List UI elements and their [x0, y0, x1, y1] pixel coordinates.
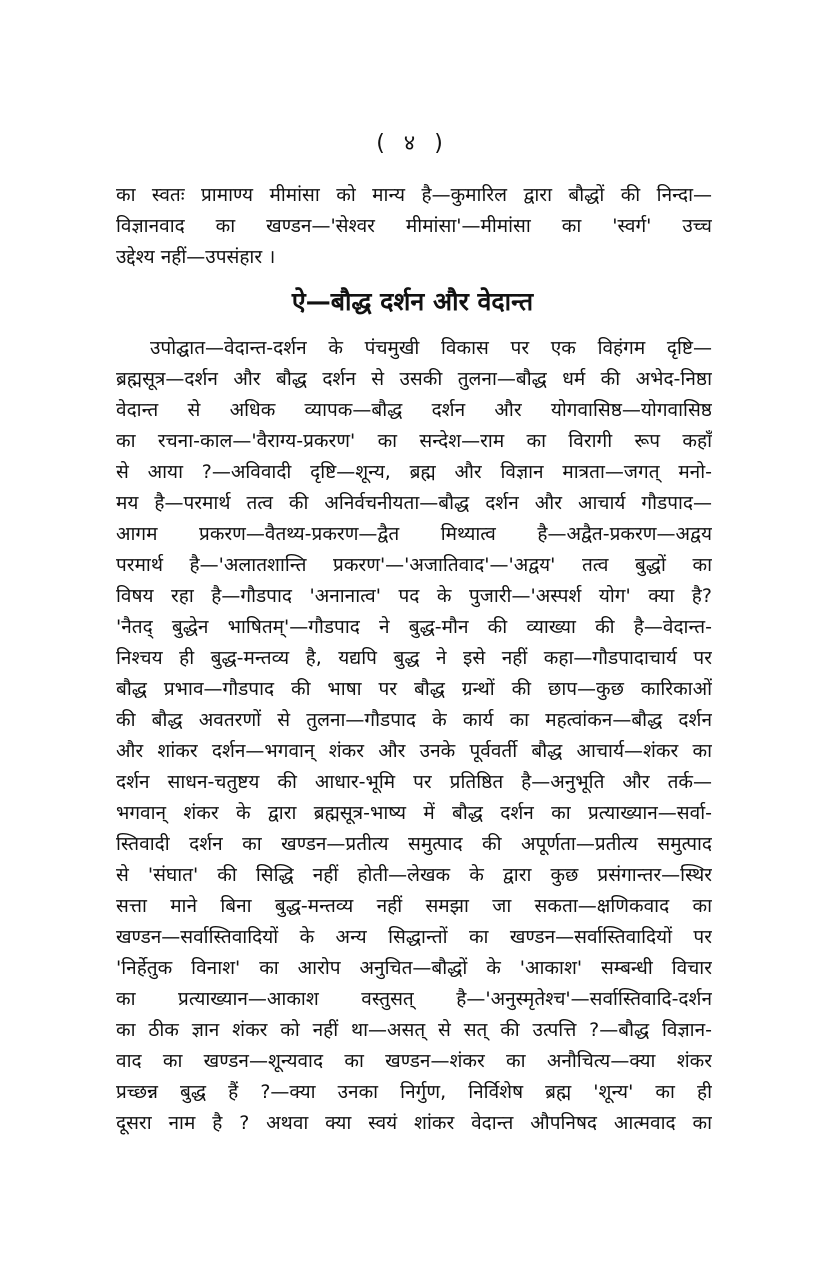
text-line: आगम प्रकरण—वैतथ्य-प्रकरण—द्वैत मिथ्यात्व है—अद्वैत-प्रकरण—अद्वय	[116, 523, 712, 545]
text-line: मय है—परमार्थ तत्व की अनिर्वचनीयता—बौद्ध दर्शन और आचार्य गौडपाद—	[116, 492, 712, 514]
text-line: और शांकर दर्शन—भगवान् शंकर और उनके पूर्ववर्ती बौद्ध आचार्य—शंकर का	[116, 740, 712, 762]
text-line: वेदान्त से अधिक व्यापक—बौद्ध दर्शन और योगवासिष्ठ—योगवासिष्ठ	[116, 399, 712, 421]
text-line: निश्चय ही बुद्ध-मन्तव्य है, यद्यपि बुद्ध ने इसे नहीं कहा—गौडपादाचार्य पर	[116, 647, 712, 669]
text-line: उद्देश्य नहीं—उपसंहार ।	[116, 246, 276, 268]
text-line: 'निर्हेतुक विनाश' का आरोप अनुचित—बौद्धों के 'आकाश' सम्बन्धी विचार	[116, 957, 712, 979]
section-heading: ऐ—बौद्ध दर्शन और वेदान्त	[291, 287, 534, 316]
text-line: से 'संघात' की सिद्धि नहीं होती—लेखक के द्वारा कुछ प्रसंगान्तर—स्थिर	[116, 864, 712, 886]
text-line: खण्डन—सर्वास्तिवादियों के अन्य सिद्धान्तों का खण्डन—सर्वास्तिवादियों पर	[116, 926, 712, 948]
text-line: उपोद्घात—वेदान्त-दर्शन के पंचमुखी विकास पर एक विहंगम दृष्टि—	[150, 337, 712, 359]
text-line: विज्ञानवाद का खण्डन—'सेश्वर मीमांसा'—मीमांसा का 'स्वर्ग' उच्च	[116, 215, 712, 237]
text-line: 'नैतद् बुद्धेन भाषितम्'—गौडपाद ने बुद्ध-मौन की व्याख्या की है—वेदान्त-	[116, 616, 712, 638]
text-line: से आया ?—अविवादी दृष्टि—शून्य, ब्रह्म और विज्ञान मात्रता—जगत् मनो-	[116, 461, 712, 483]
text-line: प्रच्छन्न बुद्ध हैं ?—क्या उनका निर्गुण, निर्विशेष ब्रह्म 'शून्य' का ही	[116, 1081, 712, 1103]
text-line: का स्वतः प्रामाण्य मीमांसा को मान्य है—कुमारिल द्वारा बौद्धों की निन्दा—	[116, 184, 712, 206]
text-line: विषय रहा है—गौडपाद 'अनानात्व' पद के पुजारी—'अस्पर्श योग' क्या है?	[116, 585, 712, 607]
text-line: की बौद्ध अवतरणों से तुलना—गौडपाद के कार्य का महत्वांकन—बौद्ध दर्शन	[116, 709, 712, 731]
text-line: ब्रह्मसूत्र—दर्शन और बौद्ध दर्शन से उसकी तुलना—बौद्ध धर्म की अभेद-निष्ठा	[116, 368, 712, 390]
text-line: स्तिवादी दर्शन का खण्डन—प्रतीत्य समुत्पाद की अपूर्णता—प्रतीत्य समुत्पाद	[116, 833, 712, 855]
intro-paragraph	[116, 180, 712, 273]
text-line: का रचना-काल—'वैराग्य-प्रकरण' का सन्देश—राम का विरागी रूप कहाँ	[116, 430, 712, 452]
text-line: दर्शन साधन-चतुष्टय की आधार-भूमि पर प्रतिष्ठित है—अनुभूति और तर्क—	[116, 771, 712, 793]
text-line: परमार्थ है—'अलातशान्ति प्रकरण'—'अजातिवाद'—'अद्वय' तत्व बुद्धों का	[116, 554, 712, 576]
text-line: का प्रत्याख्यान—आकाश वस्तुसत् है—'अनुस्मृतेश्च'—सर्वास्तिवादि-दर्शन	[116, 988, 712, 1010]
text-line: भगवान् शंकर के द्वारा ब्रह्मसूत्र-भाष्य में बौद्ध दर्शन का प्रत्याख्यान—सर्वा-	[116, 802, 712, 824]
page-number: ( ४ )	[376, 131, 449, 156]
text-line: बौद्ध प्रभाव—गौडपाद की भाषा पर बौद्ध ग्रन्थों की छाप—कुछ कारिकाओं	[116, 678, 712, 700]
text-line: सत्ता माने बिना बुद्ध-मन्तव्य नहीं समझा जा सकता—क्षणिकवाद का	[116, 895, 712, 917]
text-line: दूसरा नाम है ? अथवा क्या स्वयं शांकर वेदान्त औपनिषद आत्मवाद का	[116, 1112, 712, 1134]
main-paragraph	[116, 333, 712, 1139]
text-line: का ठीक ज्ञान शंकर को नहीं था—असत् से सत् की उत्पत्ति ?—बौद्ध विज्ञान-	[116, 1019, 712, 1041]
text-line: वाद का खण्डन—शून्यवाद का खण्डन—शंकर का अनौचित्य—क्या शंकर	[116, 1050, 712, 1072]
